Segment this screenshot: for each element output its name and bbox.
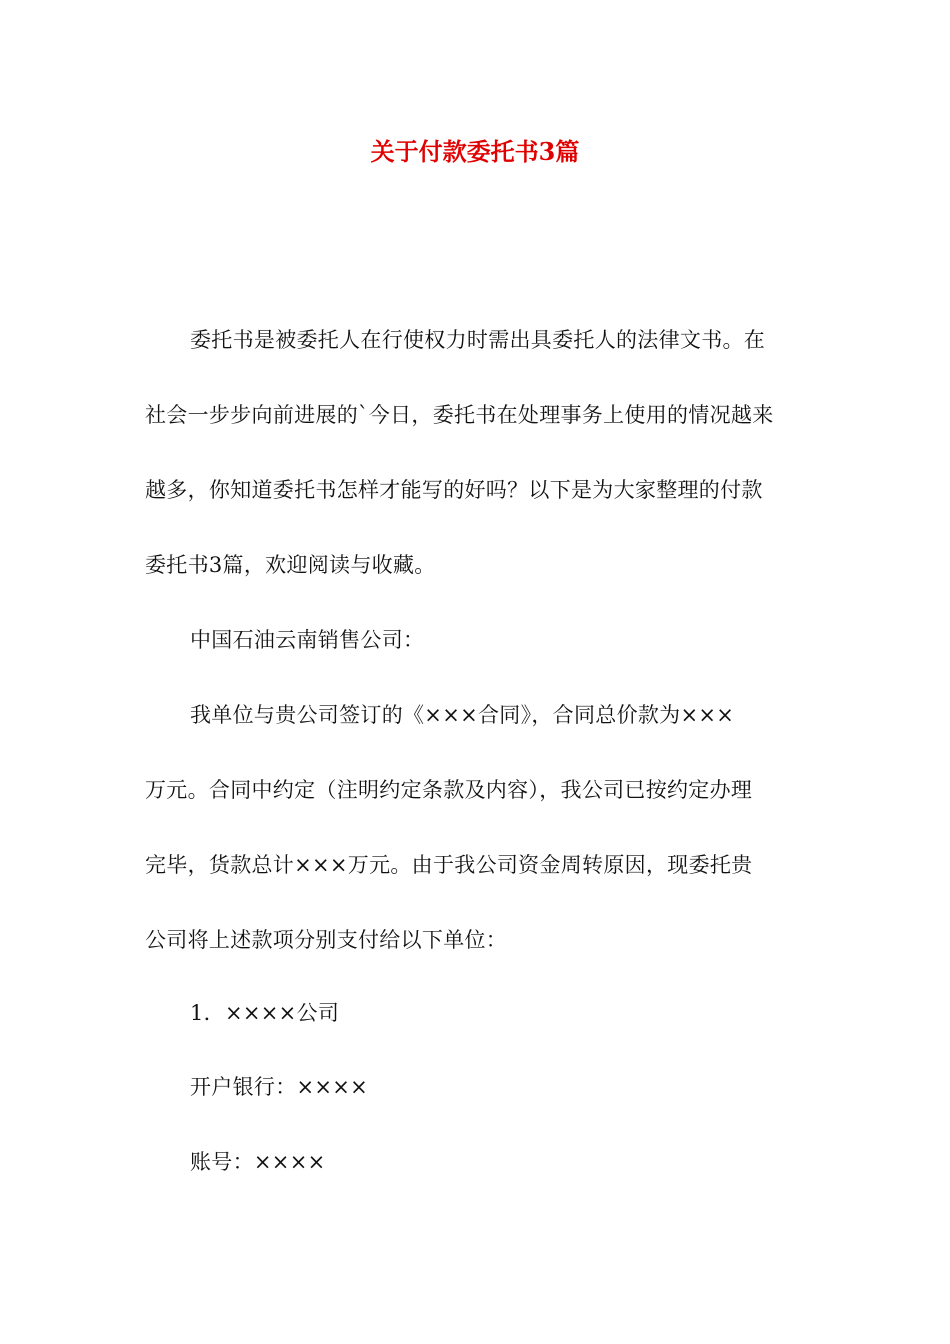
paragraph-line: 委托书是被委托人在行使权力时需出具委托人的法律文书。在 [190,328,766,352]
paragraph-line: 越多，你知道委托书怎样才能写的好吗？以下是为大家整理的付款 [145,478,763,502]
list-item: 1．××××公司 [190,1001,340,1025]
account-line: 账号：×××× [190,1150,326,1174]
paragraph-line: 公司将上述款项分别支付给以下单位： [145,928,508,952]
paragraph-line: 完毕，货款总计×××万元。由于我公司资金周转原因，现委托贵 [145,853,753,877]
paragraph-line: 万元。合同中约定（注明约定条款及内容），我公司已按约定办理 [145,778,753,802]
salutation-line: 中国石油云南销售公司： [190,628,425,652]
document-title: 关于付款委托书3篇 [370,137,580,166]
paragraph-line: 我单位与贵公司签订的《×××合同》，合同总价款为××× [190,703,735,727]
bank-line: 开户银行：×××× [190,1075,369,1099]
paragraph-line: 社会一步步向前进展的`今日，委托书在处理事务上使用的情况越来 [145,403,774,427]
paragraph-line: 委托书3篇，欢迎阅读与收藏。 [145,553,436,577]
